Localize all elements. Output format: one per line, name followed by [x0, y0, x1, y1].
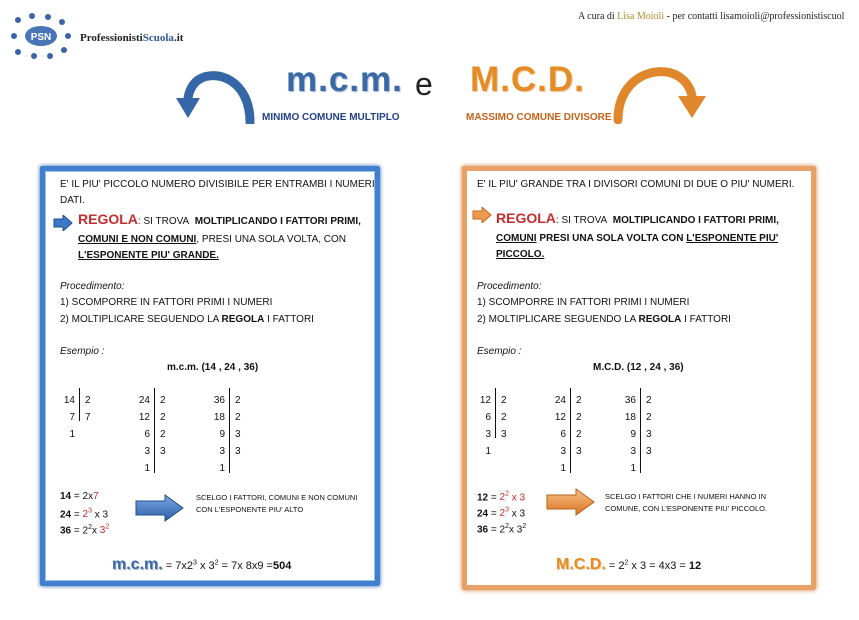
factor-number: 24 [554, 395, 566, 406]
factor-number: 3 [485, 429, 491, 440]
mcd-rule-line2: COMUNI PRESI UNA SOLA VOLTA CON L'ESPONENTE PIU' [496, 233, 779, 244]
prime-factor: 2 [501, 412, 507, 423]
title-mcd: M.C.D. [470, 60, 585, 99]
prime-factor: 2 [235, 412, 241, 423]
factor-number: 7 [69, 412, 75, 423]
factor-number: 9 [630, 429, 636, 440]
prime-factor: 2 [576, 395, 582, 406]
prime-factor: 2 [160, 395, 166, 406]
division-line [495, 388, 496, 438]
mcm-formula-24: $24 = 2^3$ x 3 [60, 508, 109, 521]
blue-arrow-big-icon [135, 494, 185, 522]
prime-factor: 2 [576, 429, 582, 440]
prime-factor: 2 [160, 429, 166, 440]
factor-number: 12 [479, 395, 491, 406]
factor-number: 1 [560, 463, 566, 474]
mcm-example-label: Esempio : [60, 346, 105, 357]
mcd-rule-line3: PICCOLO. [496, 249, 545, 260]
prime-factor: 2 [576, 412, 582, 423]
title-mcm: m.c.m. [286, 60, 403, 99]
division-line [640, 388, 641, 473]
division-line [79, 388, 80, 421]
division-line [229, 388, 230, 473]
mcd-step-2: 2) MOLTIPLICARE SEGUENDO LA REGOLA I FATTORI [477, 314, 731, 325]
factor-number: 3 [630, 446, 636, 457]
mcm-result: m.c.m. = $7x2^3$ x $3^2 = 7x$ 8x9 =504 [112, 556, 292, 573]
factor-number: 36 [213, 395, 225, 406]
mcm-definition-1: E' IL PIU' PICCOLO NUMERO DIVISIBILE PER ENTRAMBI I NUMERI [60, 179, 375, 190]
subtitle-mcd: MASSIMO COMUNE DIVISORE [466, 112, 612, 123]
mcm-rule-line1: REGOLA: SI TROVA MOLTIPLICANDO I FATTORI PRIMI, [78, 211, 361, 227]
factor-number: 18 [213, 412, 225, 423]
mcd-procedure-label: Procedimento: [477, 281, 542, 292]
factor-number: 1 [144, 463, 150, 474]
mcd-step-1: 1) SCOMPORRE IN FATTORI PRIMI I NUMERI [477, 297, 690, 308]
prime-factor: 2 [160, 412, 166, 423]
factor-number: 6 [560, 429, 566, 440]
factor-number: 1 [630, 463, 636, 474]
prime-factor: 2 [646, 412, 652, 423]
title-e: e [415, 66, 433, 102]
logo-badge-text: PSN [30, 32, 52, 43]
factor-number: 12 [138, 412, 150, 423]
prime-factor: 2 [501, 395, 507, 406]
prime-factor: 3 [646, 429, 652, 440]
factor-number: 14 [63, 395, 75, 406]
mcd-note-2: COMUNE, CON L'ESPONENTE PIU' PICCOLO. [605, 504, 768, 513]
prime-factor: 2 [646, 395, 652, 406]
mcm-definition-2: DATI. [60, 195, 85, 206]
mcm-rule-line2: COMUNI E NON COMUNI, PRESI UNA SOLA VOLTA, CON [78, 234, 347, 245]
factor-number: 1 [219, 463, 225, 474]
factor-number: 6 [144, 429, 150, 440]
factor-number: 36 [624, 395, 636, 406]
mcm-note-1: SCELGO I FATTORI, COMUNI E NON COMUNI [196, 493, 358, 502]
prime-factor: 3 [160, 446, 166, 457]
orange-arrow-big-icon [546, 488, 596, 516]
mcd-example-label: Esempio : [477, 346, 522, 357]
mcm-procedure-label: Procedimento: [60, 281, 125, 292]
prime-factor: 3 [501, 429, 507, 440]
mcm-rule-line3: L'ESPONENTE PIU' GRANDE. [78, 250, 219, 261]
mcd-rule-line1: REGOLA: SI TROVA MOLTIPLICANDO I FATTORI PRIMI, [496, 210, 779, 226]
factor-number: 3 [219, 446, 225, 457]
prime-factor: 7 [85, 412, 91, 423]
mcm-formula-14: 14 = 2x7 [60, 491, 99, 502]
factor-number: 18 [624, 412, 636, 423]
subtitle-mcm: MINIMO COMUNE MULTIPLO [262, 112, 400, 123]
mcd-note-1: SCELGO I FATTORI CHE I NUMERI HANNO IN [605, 492, 766, 501]
factor-number: 24 [138, 395, 150, 406]
credit-line: A cura di Lisa Moioli - per contatti lisamoioli@professionistiscuol [578, 11, 845, 22]
division-line [154, 388, 155, 473]
mcm-step-2: 2) MOLTIPLICARE SEGUENDO LA REGOLA I FATTORI [60, 314, 314, 325]
factor-number: 1 [69, 429, 75, 440]
factor-number: 3 [560, 446, 566, 457]
mcd-formula-24: $24 = 2^3$ x 3 [477, 507, 526, 520]
psn-logo-icon [8, 12, 74, 60]
mcm-formula-36: $36 = 2^2x$ $3^2$ [60, 524, 110, 537]
mcd-example-title: M.C.D. (12 , 24 , 36) [593, 362, 684, 373]
prime-factor: 3 [235, 446, 241, 457]
factor-number: 3 [144, 446, 150, 457]
mcm-note-2: CON L'ESPONENTE PIU' ALTO [196, 505, 304, 514]
prime-factor: 2 [85, 395, 91, 406]
prime-factor: 3 [576, 446, 582, 457]
division-line [570, 388, 571, 473]
mcd-definition: E' IL PIU' GRANDE TRA I DIVISORI COMUNI DI DUE O PIU' NUMERI. [477, 179, 795, 190]
prime-factor: 2 [235, 395, 241, 406]
site-logo[interactable]: ProfessionistiScuola.it [80, 32, 184, 44]
blue-arrow-small-icon [53, 215, 73, 231]
orange-arrow-small-icon [472, 207, 492, 223]
prime-factor: 3 [646, 446, 652, 457]
factor-number: 1 [485, 446, 491, 457]
curved-arrow-right-icon [612, 62, 716, 124]
prime-factor: 3 [235, 429, 241, 440]
factor-number: 12 [554, 412, 566, 423]
factor-number: 6 [485, 412, 491, 423]
factor-number: 9 [219, 429, 225, 440]
mcm-example-title: m.c.m. (14 , 24 , 36) [167, 362, 259, 373]
mcd-formula-12: $12 = 2^2$ x 3 [477, 491, 526, 504]
mcm-step-1: 1) SCOMPORRE IN FATTORI PRIMI I NUMERI [60, 297, 273, 308]
curved-arrow-left-icon [176, 66, 256, 124]
mcd-formula-36: $36 = 2^2x$ $3^2$ [477, 523, 527, 536]
mcd-result: M.C.D. = $2^2$ x 3 = 4x3 = 12 [556, 556, 702, 573]
